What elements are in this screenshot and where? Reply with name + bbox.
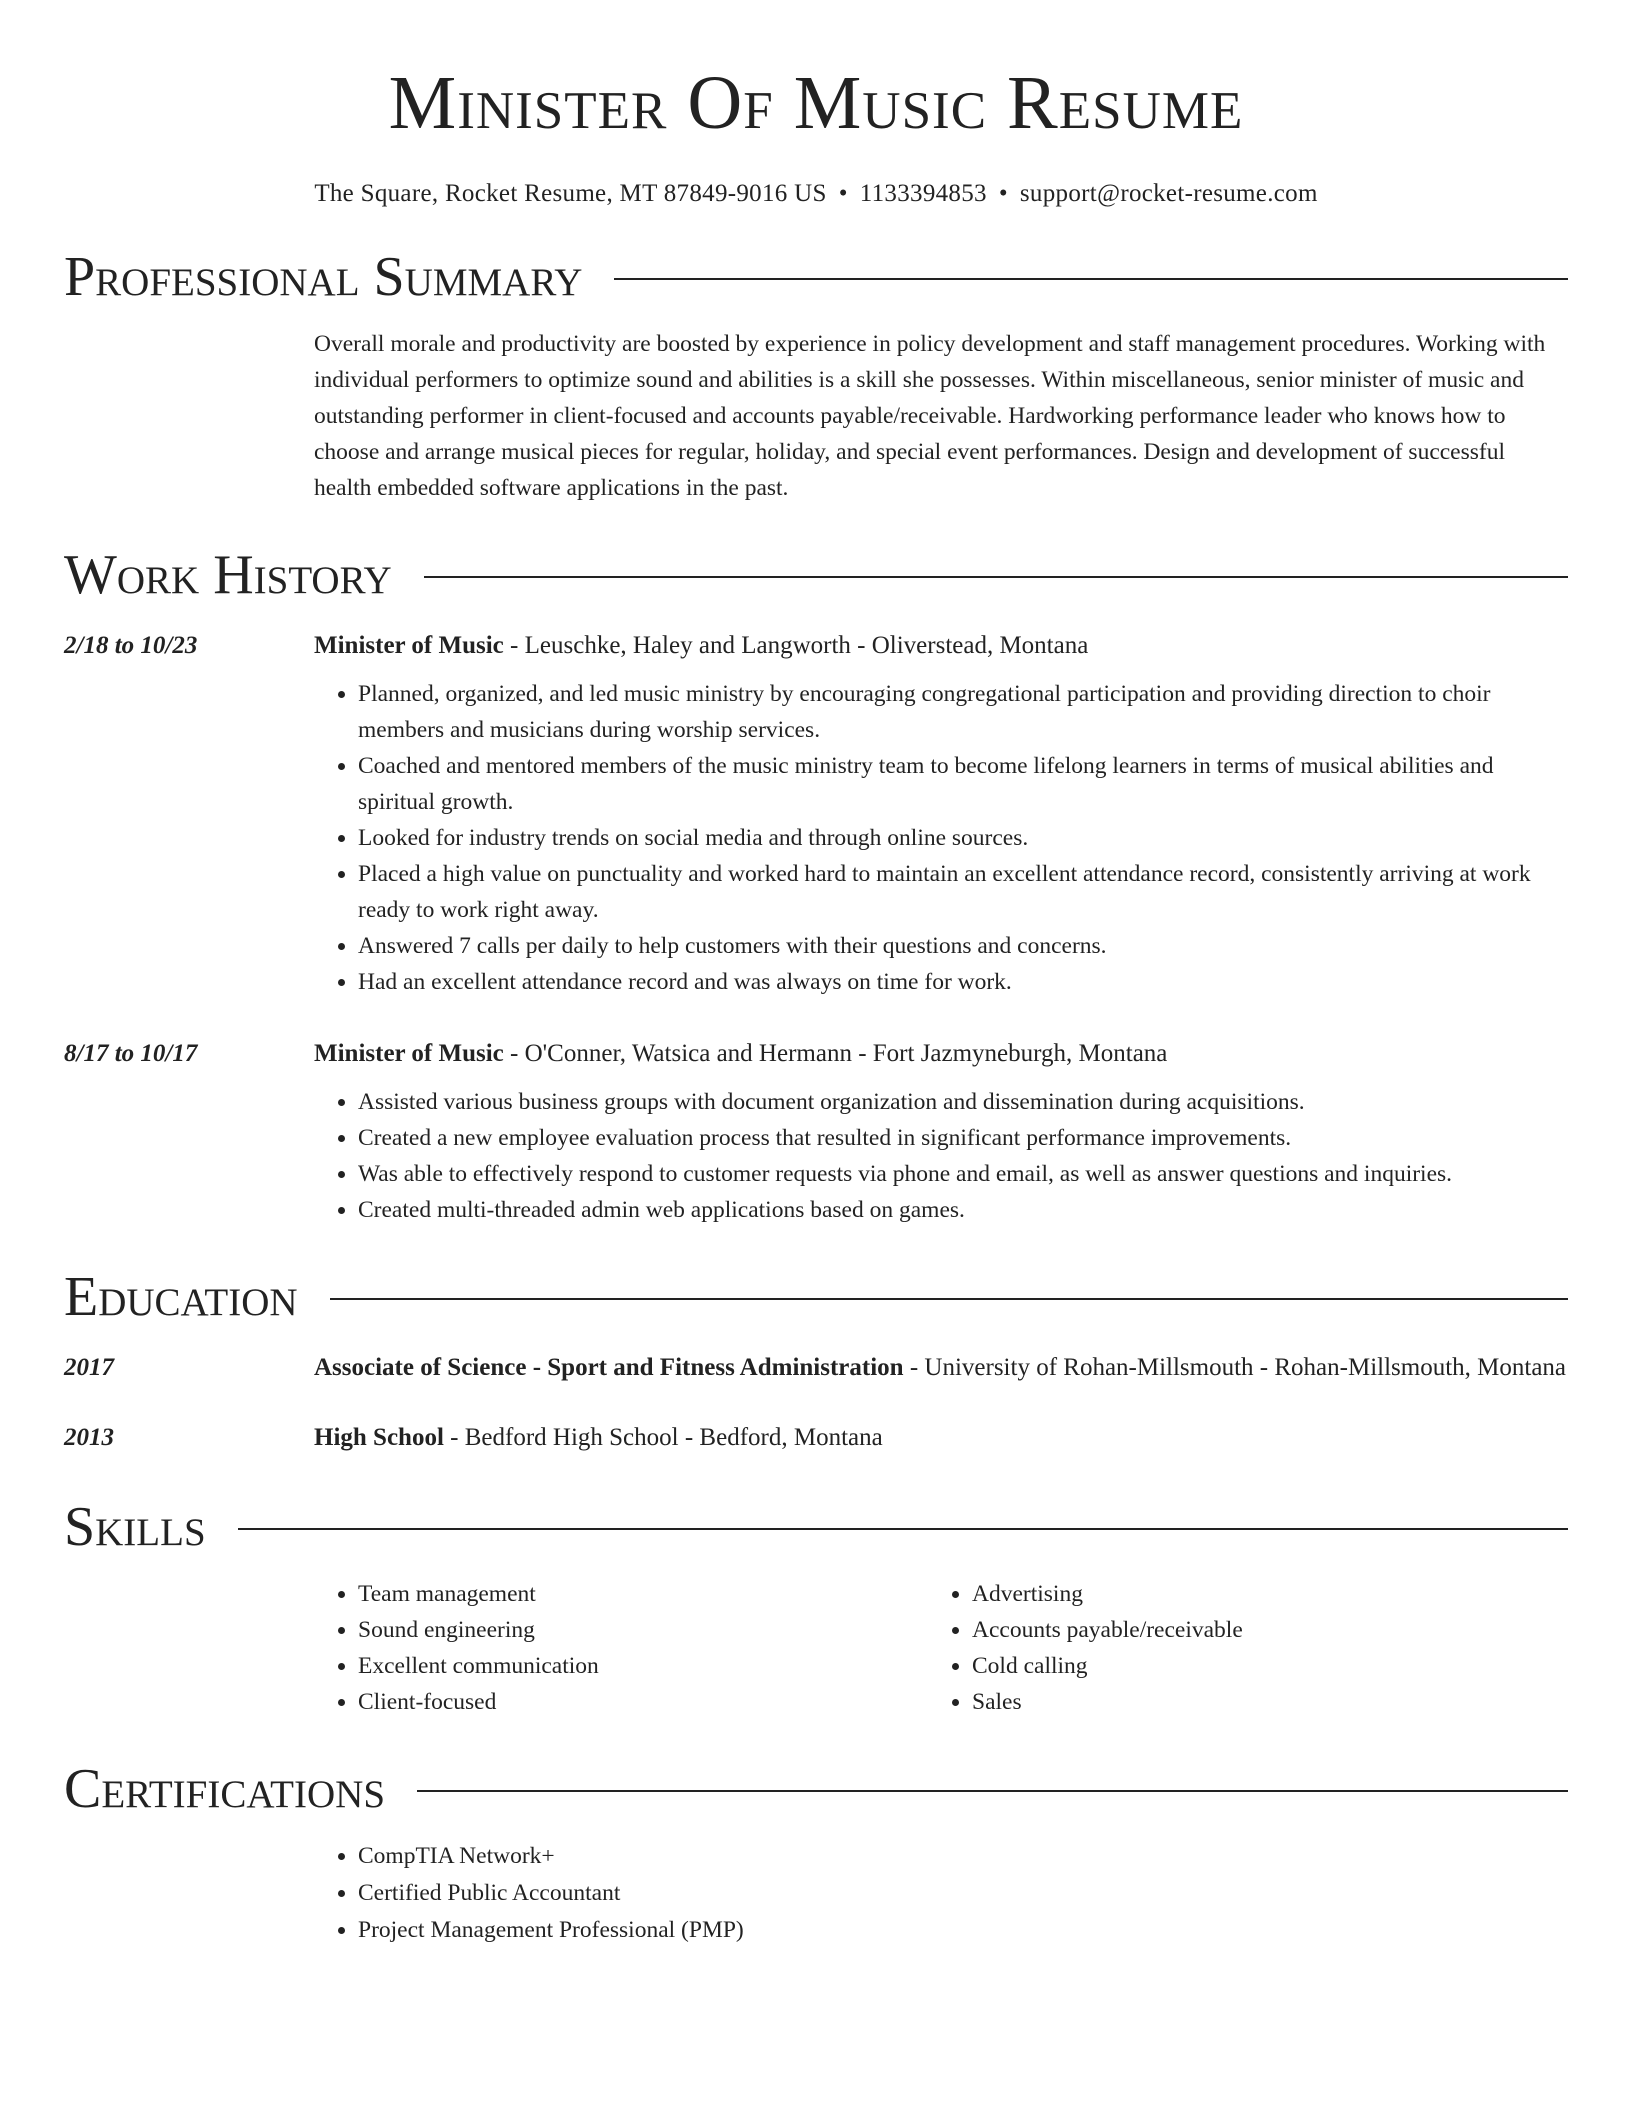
job-bullets — [314, 676, 1568, 1000]
education-section-header — [64, 1262, 1568, 1332]
education-year: 2017 — [64, 1354, 114, 1381]
education-entry — [64, 1348, 1568, 1388]
skill-item: • Sound engineering — [358, 1612, 928, 1648]
job-bullet: • Created a new employee evaluation process that resulted in significant performance improvements. — [358, 1120, 1568, 1156]
section-divider — [614, 278, 1568, 280]
job-bullet: • Planned, organized, and led music ministry by encouraging congregational participation and providing direction to choir members and musicians during worship services. — [358, 676, 1568, 748]
work-heading: Work History — [64, 544, 392, 606]
job-body — [314, 1034, 1568, 1228]
skill-item: • Team management — [358, 1576, 928, 1612]
job-role: Minister of Music — [314, 1040, 504, 1067]
job-role: Minister of Music — [314, 632, 504, 659]
job-dates: 2/18 to 10/23 — [64, 632, 198, 659]
skill-item: • Advertising — [972, 1576, 1542, 1612]
contact-phone: 1133394853 — [859, 180, 987, 207]
education-details: - Bedford High School - Bedford, Montana — [443, 1424, 883, 1451]
education-year: 2013 — [64, 1424, 114, 1451]
job-bullet: • Had an excellent attendance record and was always on time for work. — [358, 964, 1568, 1000]
job-details: - O'Conner, Watsica and Hermann - Fort Jazmyneburgh, Montana — [503, 1040, 1168, 1067]
job-bullets — [314, 1084, 1568, 1228]
section-divider — [417, 1790, 1568, 1792]
job-entry — [64, 626, 1568, 1000]
job-title-line — [314, 626, 1568, 666]
section-divider — [330, 1298, 1568, 1300]
job-entry — [64, 1034, 1568, 1228]
certification-item: • Certified Public Accountant — [358, 1875, 1568, 1912]
job-body — [314, 626, 1568, 1000]
skills-section-header — [64, 1492, 1568, 1562]
skill-item: • Sales — [972, 1684, 1542, 1720]
skills-heading: Skills — [64, 1496, 206, 1558]
contact-separator: • — [838, 180, 848, 207]
contact-separator: • — [998, 180, 1008, 207]
skill-item: • Excellent communication — [358, 1648, 928, 1684]
resume-title: Minister Of Music Resume — [388, 61, 1244, 145]
job-title-line — [314, 1034, 1568, 1074]
certifications-section-header — [64, 1754, 1568, 1824]
section-divider — [424, 576, 1568, 578]
job-bullet: • Created multi-threaded admin web applications based on games. — [358, 1192, 1568, 1228]
skill-item: • Accounts payable/receivable — [972, 1612, 1542, 1648]
job-bullet: • Answered 7 calls per daily to help customers with their questions and concerns. — [358, 928, 1568, 964]
skill-item: • Client-focused — [358, 1684, 928, 1720]
skill-item: • Cold calling — [972, 1648, 1542, 1684]
education-line — [314, 1418, 1568, 1458]
job-bullet: • Coached and mentored members of the music ministry team to become lifelong learners in terms of musical abilities and spiritual growth. — [358, 748, 1568, 820]
summary-section-header — [64, 242, 1568, 312]
education-degree: High School — [314, 1424, 444, 1451]
job-bullet: • Assisted various business groups with document organization and dissemination during acquisitions. — [358, 1084, 1568, 1120]
skills-grid — [314, 1576, 1568, 1720]
section-divider — [238, 1528, 1568, 1530]
work-section-header — [64, 540, 1568, 610]
job-details: - Leuschke, Haley and Langworth - Oliverstead, Montana — [503, 632, 1089, 659]
education-degree: Associate of Science - Sport and Fitness Administration — [314, 1354, 904, 1381]
summary-heading: Professional Summary — [64, 246, 583, 308]
contact-line — [64, 180, 1568, 208]
certification-item: • Project Management Professional (PMP) — [358, 1912, 1568, 1949]
education-heading: Education — [64, 1266, 298, 1328]
job-dates: 8/17 to 10/17 — [64, 1040, 198, 1067]
job-bullet: • Placed a high value on punctuality and worked hard to maintain an excellent attendance record, consistently arriving at work ready to work right away. — [358, 856, 1568, 928]
certifications-list — [314, 1838, 1568, 1949]
skills-column-right — [928, 1576, 1542, 1720]
education-details: - University of Rohan-Millsmouth - Rohan-Millsmouth, Montana — [903, 1354, 1567, 1381]
job-bullet: • Looked for industry trends on social media and through online sources. — [358, 820, 1568, 856]
contact-email[interactable]: support@rocket-resume.com — [1019, 180, 1318, 207]
skills-column-left — [314, 1576, 928, 1720]
certifications-bullets — [314, 1838, 1568, 1949]
education-line — [314, 1348, 1568, 1388]
job-bullet: • Was able to effectively respond to customer requests via phone and email, as well as answer questions and inquiries. — [358, 1156, 1568, 1192]
contact-address: The Square, Rocket Resume, MT 87849-9016 US — [314, 180, 827, 207]
certification-item: • CompTIA Network+ — [358, 1838, 1568, 1875]
education-entry — [64, 1418, 1568, 1458]
summary-text: Overall morale and productivity are boosted by experience in policy development and staff management procedures. Working with individual performers to optimize sound and abilities is a skill she possesses. Within miscellaneous, senior minister of music and outstanding performer in client-focused and accounts payable/receivable. Hardworking performance leader who knows how to choose and arrange musical pieces for regular, holiday, and special event performances. Design and development of successful health embedded software applications in the past. — [314, 331, 1546, 501]
certifications-heading: Certifications — [64, 1758, 386, 1820]
